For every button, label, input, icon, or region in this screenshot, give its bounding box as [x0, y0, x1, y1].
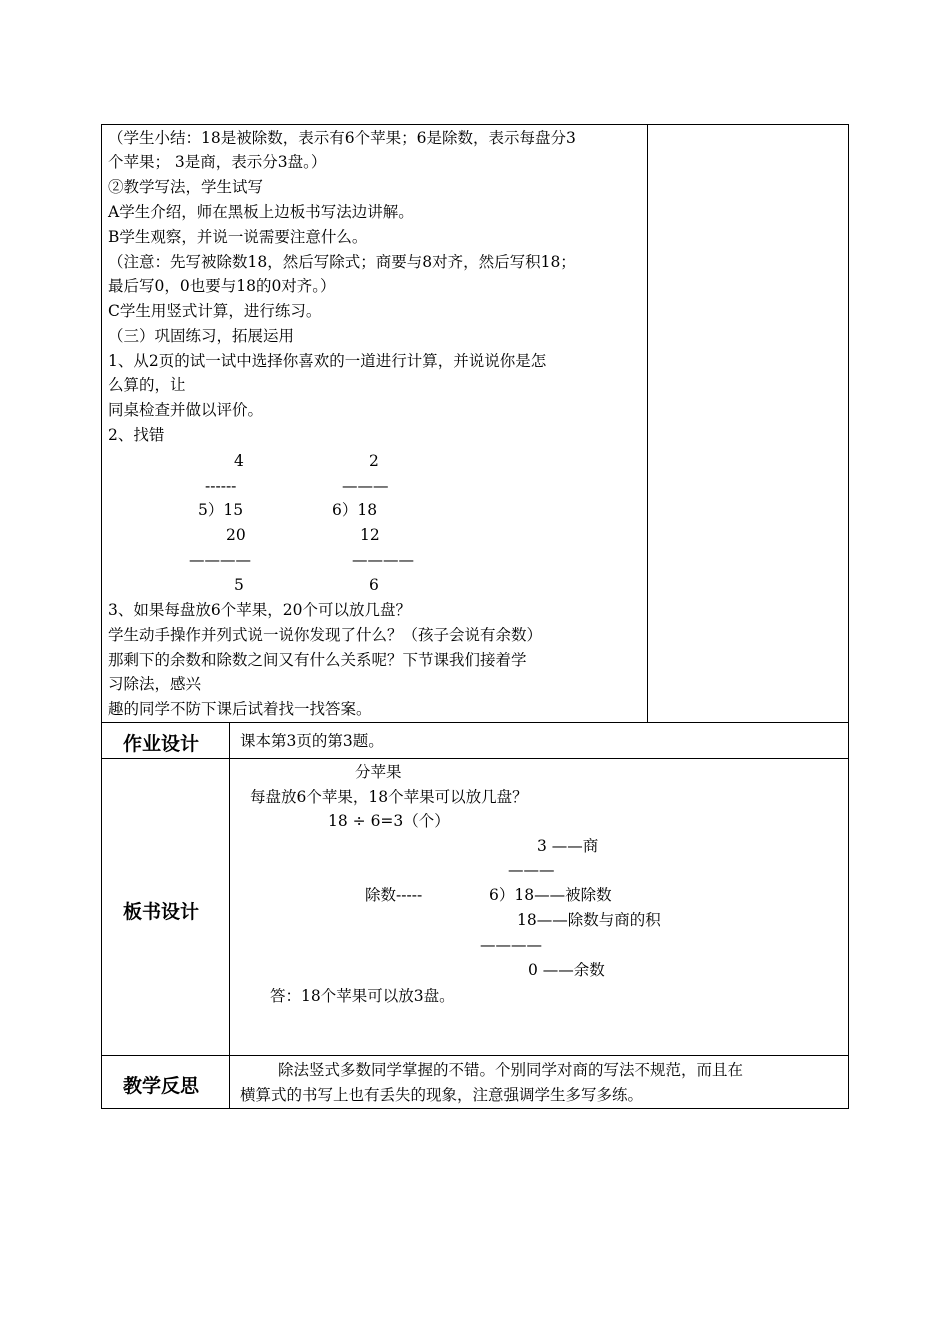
reflection-line: 横算式的书写上也有丢失的现象，注意强调学生多写多练。 [240, 1086, 644, 1104]
process-line: C学生用竖式计算，进行练习。 [108, 302, 322, 320]
process-line: 同桌检查并做以评价。 [108, 401, 264, 419]
process-line: 2、找错 [108, 426, 165, 444]
board-subtraction-bar: ———— [480, 936, 542, 954]
process-line: 趣的同学不防下课后试着找一找答案。 [108, 700, 372, 718]
product: 12 [360, 526, 380, 544]
process-line: 那剩下的余数和除数之间又有什么关系呢？下节课我们接着学 [108, 651, 527, 669]
process-line: 学生动手操作并列式说一说你发现了什么？（孩子会说有余数） [108, 626, 543, 644]
remainder: 5 [234, 576, 244, 594]
divisor-dividend: 5）15 [198, 501, 244, 519]
process-line: 最后写0，0也要与18的0对齐。） [108, 277, 336, 295]
subtraction-bar: ———— [189, 551, 251, 569]
table-border-top [101, 124, 849, 125]
division-bar: ——— [342, 477, 389, 495]
process-line: （三）巩固练习，拓展运用 [108, 327, 295, 345]
table-border-bottom [101, 1108, 849, 1109]
quotient: 2 [369, 452, 379, 470]
process-line: （学生小结：18是被除数，表示有6个苹果；6是除数，表示每盘分3 [108, 129, 576, 147]
quotient: 4 [234, 452, 244, 470]
row-divider-1 [101, 722, 849, 723]
process-line: （注意：先写被除数18，然后写除式；商要与8对齐，然后写积18； [108, 253, 576, 271]
board-remainder-note: 0 ——余数 [528, 961, 605, 979]
board-division-bar: ——— [508, 861, 555, 879]
table-border-left [101, 124, 102, 1109]
process-line: 3、如果每盘放6个苹果，20个可以放几盘？ [108, 601, 411, 619]
board-quotient-note: 3 ——商 [537, 837, 599, 855]
remainder: 6 [369, 576, 379, 594]
board-division-line: 6）18——被除数 [489, 886, 612, 904]
process-line: B学生观察，并说一说需要注意什么。 [108, 228, 368, 246]
process-line: 么算的，让 [108, 376, 186, 394]
board-question: 每盘放6个苹果，18个苹果可以放几盘？ [250, 788, 528, 806]
division-bar: ------ [205, 477, 237, 495]
process-side-divider [647, 124, 648, 723]
product: 20 [226, 526, 246, 544]
board-equation: 18 ÷ 6=3（个） [328, 812, 450, 830]
subtraction-bar: ———— [352, 551, 414, 569]
process-line: 个苹果； 3是商，表示分3盘。） [108, 153, 327, 171]
board-product-note: 18——除数与商的积 [517, 911, 661, 929]
divisor-dividend: 6）18 [332, 501, 378, 519]
process-line: 习除法，感兴 [108, 675, 202, 693]
row-divider-3 [101, 1055, 849, 1056]
board-answer: 答：18个苹果可以放3盘。 [270, 987, 455, 1005]
board-title: 分苹果 [355, 763, 402, 781]
row-divider-2 [101, 758, 849, 759]
board-label: 板书设计 [123, 901, 200, 923]
process-line: 1、从2页的试一试中选择你喜欢的一道进行计算，并说说你是怎 [108, 352, 547, 370]
homework-content: 课本第3页的第3题。 [240, 732, 384, 750]
homework-label: 作业设计 [123, 733, 200, 755]
process-line: A学生介绍，师在黑板上边板书写法边讲解。 [108, 203, 414, 221]
label-column-divider [229, 722, 230, 1109]
board-divisor-note: 除数----- [365, 886, 423, 904]
reflection-line: 除法竖式多数同学掌握的不错。个别同学对商的写法不规范，而且在 [278, 1061, 744, 1079]
process-line: ②教学写法，学生试写 [108, 178, 264, 196]
reflection-label: 教学反思 [123, 1075, 200, 1097]
table-border-right [848, 124, 849, 1109]
